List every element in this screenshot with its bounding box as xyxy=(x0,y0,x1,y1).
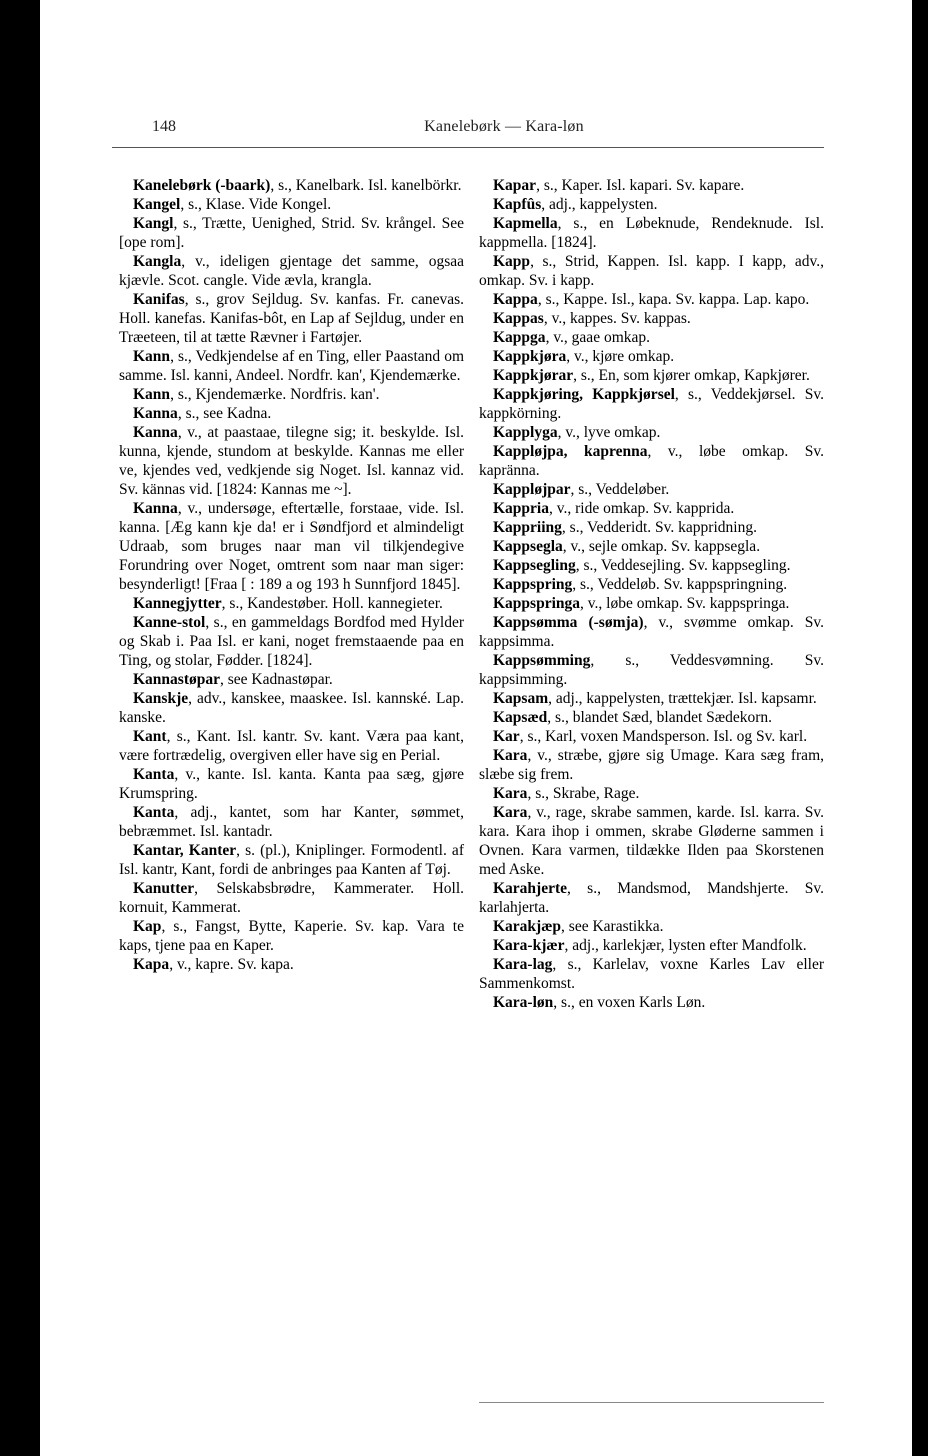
dictionary-entry xyxy=(119,803,464,841)
entry-definition: , s., Skrabe, Rage. xyxy=(527,785,640,802)
entry-headword: Kanna xyxy=(133,405,178,422)
entry-headword: Kara xyxy=(493,747,528,764)
entry-definition: , s., Kjendemærke. Nordfris. kan'. xyxy=(170,386,380,403)
dictionary-entry xyxy=(119,252,464,290)
entry-definition: , v., løbe omkap. Sv. kappspringa. xyxy=(580,595,790,612)
entry-definition: , s., Karl, voxen Mandsperson. Isl. og Sv. karl. xyxy=(519,728,808,745)
dictionary-entry xyxy=(479,556,824,575)
dictionary-entry xyxy=(479,442,824,480)
entry-headword: Kappriing xyxy=(493,519,562,536)
entry-definition: , s., en Løbeknude, Rendeknude. Isl. kappmella. [1824]. xyxy=(479,215,824,251)
entry-definition: , s., Kanelbark. Isl. kanelbörkr. xyxy=(270,177,462,194)
entry-definition: , v., gaae omkap. xyxy=(545,329,651,346)
entry-definition: , v., kante. Isl. kanta. Kanta paa sæg, gjøre Krumspring. xyxy=(119,766,464,802)
entry-definition: , s., Vedkjendelse af en Ting, eller Paastand om samme. Isl. kanni, Andeel. Nordfr. kan', Kjendemærke. xyxy=(119,348,464,384)
dictionary-entry xyxy=(119,917,464,955)
entry-definition: , s., Kaper. Isl. kapari. Sv. kapare. xyxy=(536,177,745,194)
entry-headword: Kanta xyxy=(133,804,175,821)
entry-definition: , s., grov Sejldug. Sv. kanfas. Fr. canevas. Holl. kanefas. Kanifas-bôt, en Lap af Sejldug, under en Træeteen, til at tætte Rævner i Fartøjer. xyxy=(119,291,464,346)
entry-definition: , v., kjøre omkap. xyxy=(566,348,675,365)
entry-headword: Kangel xyxy=(133,196,181,213)
entry-definition: , adj., kantet, som har Kanter, sømmet, bebræmmet. Isl. kantadr. xyxy=(119,804,464,840)
entry-definition: , adj., karlekjær, lysten efter Mandfolk. xyxy=(564,937,807,954)
entry-headword: Kappkjørar xyxy=(493,367,574,384)
entry-definition: , v., lyve omkap. xyxy=(557,424,661,441)
dictionary-entry xyxy=(479,613,824,651)
dictionary-entry xyxy=(479,879,824,917)
entry-definition: , s., Klase. Vide Kongel. xyxy=(180,196,332,213)
entry-definition: , s., en gammeldags Bordfod med Hylder og Skab i. Paa Isl. er kani, noget fremstaaende paa en Ting, og stolar, Fødder. [1824]. xyxy=(119,614,464,669)
entry-headword: Kapar xyxy=(493,177,537,194)
entry-definition: , s., Veddesvømning. Sv. kappsimming. xyxy=(479,652,824,688)
dictionary-entry xyxy=(119,214,464,252)
entry-headword: Kappa xyxy=(493,291,538,308)
dictionary-entry xyxy=(479,195,824,214)
entry-headword: Kappkjøring, Kappkjørsel xyxy=(493,386,675,403)
dictionary-entry xyxy=(479,784,824,803)
entry-definition: , v., stræbe, gjøre sig Umage. Kara sæg fram, slæbe sig frem. xyxy=(479,747,824,783)
entry-headword: Kanifas xyxy=(133,291,185,308)
dictionary-entry xyxy=(479,366,824,385)
entry-definition: , s., Trætte, Uenighed, Strid. Sv. krångel. See [ope rom]. xyxy=(119,215,464,251)
dictionary-entry xyxy=(119,613,464,670)
entry-headword: Kanta xyxy=(133,766,175,783)
dictionary-entry xyxy=(479,936,824,955)
entry-headword: Kanna xyxy=(133,424,178,441)
dictionary-entry xyxy=(119,385,464,404)
dictionary-entry xyxy=(119,955,464,974)
header-rule xyxy=(112,147,824,148)
entry-headword: Karahjerte xyxy=(493,880,568,897)
entry-headword: Kapfûs xyxy=(493,196,542,213)
dictionary-entry xyxy=(479,689,824,708)
entry-headword: Kapp xyxy=(493,253,531,270)
entry-headword: Kappga xyxy=(493,329,546,346)
dictionary-entry xyxy=(479,176,824,195)
entry-headword: Kappspringa xyxy=(493,595,581,612)
entry-headword: Kann xyxy=(133,386,171,403)
dictionary-entry xyxy=(479,328,824,347)
entry-definition: , s., en voxen Karls Løn. xyxy=(553,994,706,1011)
entry-definition: , v., ideligen gjentage det samme, ogsaa kjævle. Scot. cangle. Vide ævla, krangla. xyxy=(119,253,464,289)
dictionary-entry xyxy=(479,290,824,309)
entry-headword: Kapplyga xyxy=(493,424,558,441)
dictionary-entry xyxy=(479,499,824,518)
entry-headword: Kapsæd xyxy=(493,709,548,726)
dictionary-entry xyxy=(479,518,824,537)
entry-headword: Kap xyxy=(133,918,162,935)
dictionary-entry xyxy=(479,955,824,993)
entry-headword: Kappria xyxy=(493,500,549,517)
entry-headword: Kar xyxy=(493,728,520,745)
dictionary-entry xyxy=(479,385,824,423)
dictionary-entry xyxy=(119,176,464,195)
entry-headword: Kara-løn xyxy=(493,994,554,1011)
entry-definition: , v., undersøge, eftertælle, forstaae, vide. Isl. kanna. [Æg kann kje da! er i Søndfjord et almindeligt Udraab, som bruges naar man vil tilkjendegive Forundring over Noget, omtrent som naar man siger: besynderligt! [Fraa [ : 189 a og 193 h Sunnfjord 1845]. xyxy=(119,500,464,593)
dictionary-entry xyxy=(119,727,464,765)
running-title: Kanelebørk — Kara-løn xyxy=(424,118,584,135)
entry-definition: , s., Kandestøber. Holl. kannegieter. xyxy=(221,595,443,612)
entry-definition: , s., Veddesejling. Sv. kappsegling. xyxy=(575,557,791,574)
entry-definition: , see Karastikka. xyxy=(561,918,664,935)
dictionary-entry xyxy=(479,746,824,784)
dictionary-entry xyxy=(119,423,464,499)
entry-headword: Kara xyxy=(493,804,528,821)
entry-headword: Kara xyxy=(493,785,528,802)
entry-headword: Kann xyxy=(133,348,171,365)
entry-definition: , s., Veddeløb. Sv. kappspringning. xyxy=(572,576,788,593)
entry-definition: , v., rage, skrabe sammen, karde. Isl. karra. Sv. kara. Kara ihop i ommen, skrabe Gløderne sammen i Ovnen. Kara varmen, tildække Ilden paa Skorstenen med Aske. xyxy=(479,804,824,878)
dictionary-entry xyxy=(119,347,464,385)
dictionary-entry xyxy=(479,917,824,936)
dictionary-entry xyxy=(479,727,824,746)
bottom-rule xyxy=(479,1402,824,1403)
dictionary-entry xyxy=(119,499,464,594)
dictionary-entry xyxy=(119,689,464,727)
entry-definition: , s., Kant. Isl. kantr. Sv. kant. Væra paa kant, være fortrædelig, overgiven eller have sig en Perial. xyxy=(119,728,464,764)
dictionary-entry xyxy=(479,708,824,727)
page-header xyxy=(152,118,856,144)
entry-definition: , v., løbe omkap. Sv. kapränna. xyxy=(479,443,824,479)
entry-headword: Kappsegla xyxy=(493,538,563,555)
entry-headword: Kapmella xyxy=(493,215,558,232)
entry-headword: Kantar, Kanter xyxy=(133,842,237,859)
entry-headword: Kappsømming xyxy=(493,652,591,669)
entry-headword: Kanskje xyxy=(133,690,189,707)
entry-definition: , s., En, som kjører omkap, Kapkjører. xyxy=(573,367,810,384)
entry-headword: Kanna xyxy=(133,500,178,517)
entry-definition: , s., Karlelav, voxne Karles Lav eller Sammenkomst. xyxy=(479,956,824,992)
entry-definition: , s., Fangst, Bytte, Kaperie. Sv. kap. Vara te kaps, tjene paa en Kaper. xyxy=(119,918,464,954)
dictionary-entry xyxy=(119,879,464,917)
dictionary-entry xyxy=(119,765,464,803)
entry-definition: , Selskabsbrødre, Kammerater. Holl. kornuit, Kammerat. xyxy=(119,880,464,916)
entry-headword: Kappløjpar xyxy=(493,481,571,498)
right-column xyxy=(479,176,824,1012)
entry-headword: Kappsømma (-sømja) xyxy=(493,614,644,631)
entry-headword: Kangla xyxy=(133,253,182,270)
entry-headword: Kapa xyxy=(133,956,170,973)
entry-definition: , v., sejle omkap. Sv. kappsegla. xyxy=(562,538,761,555)
left-column xyxy=(119,176,464,974)
dictionary-entry xyxy=(479,309,824,328)
entry-definition: , adj., kappelysten. xyxy=(541,196,658,213)
entry-definition: , s., blandet Sæd, blandet Sædekorn. xyxy=(547,709,773,726)
dictionary-entry xyxy=(119,404,464,423)
entry-headword: Kappspring xyxy=(493,576,573,593)
dictionary-entry xyxy=(119,841,464,879)
entry-definition: , v., kappes. Sv. kappas. xyxy=(543,310,691,327)
entry-definition: , adj., kappelysten, trættekjær. Isl. kapsamr. xyxy=(548,690,817,707)
entry-definition: , adv., kanskee, maaskee. Isl. kannské. Lap. kanske. xyxy=(119,690,464,726)
entry-headword: Kappløjpa, kaprenna xyxy=(493,443,648,460)
entry-headword: Kanne-stol xyxy=(133,614,206,631)
entry-headword: Kant xyxy=(133,728,167,745)
entry-headword: Kannastøpar xyxy=(133,671,220,688)
entry-definition: , s., Veddeløber. xyxy=(570,481,670,498)
dictionary-entry xyxy=(479,537,824,556)
entry-headword: Kara-lag xyxy=(493,956,553,973)
dictionary-entry xyxy=(479,594,824,613)
entry-headword: Kanelebørk (-baark) xyxy=(133,177,271,194)
dictionary-entry xyxy=(119,670,464,689)
entry-headword: Kangl xyxy=(133,215,174,232)
entry-definition: , v., ride omkap. Sv. kapprida. xyxy=(548,500,735,517)
entry-definition: , s., Veddekjørsel. Sv. kappkörning. xyxy=(479,386,825,422)
entry-headword: Kanutter xyxy=(133,880,195,897)
dictionary-entry xyxy=(479,423,824,442)
entry-definition: , see Kadnastøpar. xyxy=(220,671,333,688)
dictionary-entry xyxy=(479,252,824,290)
dictionary-entry xyxy=(119,290,464,347)
entry-definition: , s., Kappe. Isl., kapa. Sv. kappa. Lap. kapo. xyxy=(537,291,810,308)
dictionary-entry xyxy=(479,651,824,689)
entry-headword: Karakjæp xyxy=(493,918,562,935)
entry-headword: Kapsam xyxy=(493,690,549,707)
dictionary-entry xyxy=(479,575,824,594)
entry-definition: , v., at paastaae, tilegne sig; it. beskylde. Isl. kunna, kjende, stundom at beskylde. Kannas me eller ve, kjendes ved, vedkjende sig Noget. Isl. kannaz vid. Sv. kännas vid. [1824: Kannas me ~]. xyxy=(119,424,464,498)
entry-headword: Kappkjøra xyxy=(493,348,567,365)
entry-definition: , v., svømme omkap. Sv. kappsimma. xyxy=(479,614,824,650)
entry-definition: , s., Mandsmod, Mandshjerte. Sv. karlahjerta. xyxy=(479,880,824,916)
entry-definition: , s. (pl.), Kniplinger. Formodentl. af Isl. kantr, Kant, fordi de anbringes paa Kanten af Tøj. xyxy=(119,842,464,878)
entry-definition: , s., Strid, Kappen. Isl. kapp. I kapp, adv., omkap. Sv. i kapp. xyxy=(479,253,824,289)
entry-headword: Kappas xyxy=(493,310,544,327)
dictionary-entry xyxy=(479,993,824,1012)
dictionary-entry xyxy=(119,594,464,613)
entry-definition: , s., see Kadna. xyxy=(177,405,272,422)
entry-headword: Kara-kjær xyxy=(493,937,565,954)
dictionary-entry xyxy=(119,195,464,214)
dictionary-entry xyxy=(479,480,824,499)
entry-definition: , v., kapre. Sv. kapa. xyxy=(169,956,294,973)
dictionary-entry xyxy=(479,347,824,366)
entry-definition: , s., Vedderidt. Sv. kappridning. xyxy=(561,519,757,536)
entry-headword: Kannegjytter xyxy=(133,595,222,612)
dictionary-entry xyxy=(479,803,824,879)
dictionary-entry xyxy=(479,214,824,252)
entry-headword: Kappsegling xyxy=(493,557,576,574)
page-number: 148 xyxy=(152,118,176,135)
